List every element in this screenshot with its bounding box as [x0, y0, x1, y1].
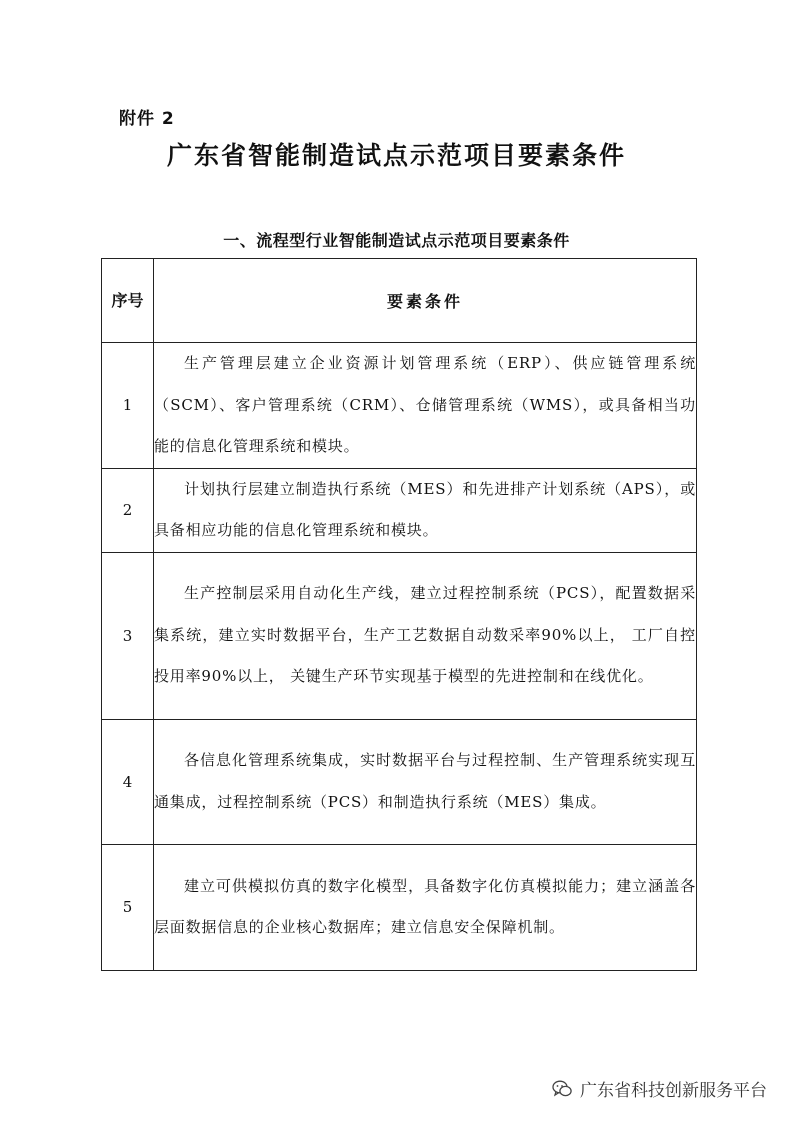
table-row — [102, 343, 697, 469]
attachment-label: 附件 2 — [119, 109, 175, 129]
row-number: 4 — [102, 719, 154, 844]
watermark — [552, 1076, 767, 1101]
row-text: 生产管理层建立企业资源计划管理系统（ERP）、供应链管理系统（SCM）、客户管理系统（CRM）、仓储管理系统（WMS），或具备相当功能的信息化管理系统和模块。 — [154, 343, 697, 469]
row-number: 5 — [102, 844, 154, 970]
row-number: 2 — [102, 468, 154, 552]
watermark-text: 广东省科技创新服务平台 — [580, 1081, 767, 1101]
row-text: 建立可供模拟仿真的数字化模型，具备数字化仿真模拟能力；建立涵盖各层面数据信息的企业核心数据库；建立信息安全保障机制。 — [154, 844, 697, 970]
table-header-row — [102, 259, 697, 343]
requirements-table — [101, 258, 697, 971]
row-text: 各信息化管理系统集成，实时数据平台与过程控制、生产管理系统实现互通集成，过程控制系统（PCS）和制造执行系统（MES）集成。 — [154, 719, 697, 844]
table-row — [102, 719, 697, 844]
number-column-header: 序号 — [102, 259, 154, 343]
table-row — [102, 468, 697, 552]
row-text: 计划执行层建立制造执行系统（MES）和先进排产计划系统（APS），或具备相应功能的信息化管理系统和模块。 — [154, 468, 697, 552]
conditions-column-header: 要素条件 — [154, 259, 697, 343]
table-row — [102, 844, 697, 970]
wechat-icon — [552, 1080, 572, 1098]
table-row — [102, 552, 697, 719]
row-text: 生产控制层采用自动化生产线，建立过程控制系统（PCS），配置数据采集系统，建立实时数据平台，生产工艺数据自动数采率90%以上， 工厂自控投用率90%以上， 关键生产环节实现基于模型的先进控制和在线优化。 — [154, 552, 697, 719]
row-number: 1 — [102, 343, 154, 469]
row-number: 3 — [102, 552, 154, 719]
document-title: 广东省智能制造试点示范项目要素条件 — [166, 141, 626, 170]
section-title: 一、流程型行业智能制造试点示范项目要素条件 — [223, 231, 570, 250]
